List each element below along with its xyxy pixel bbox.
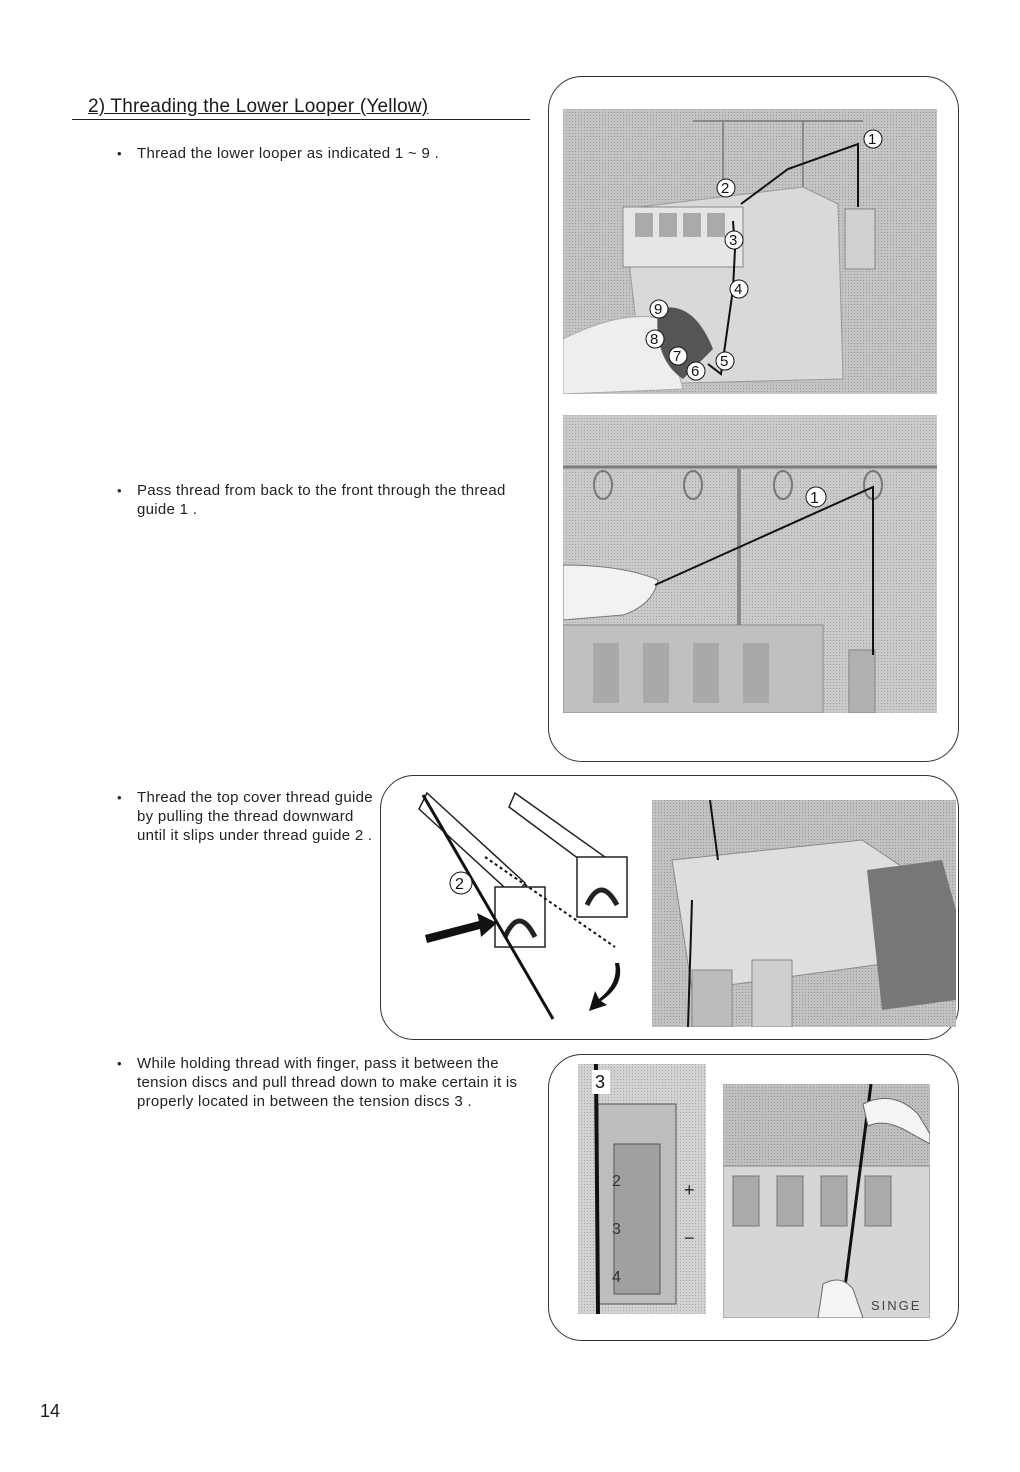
label-3: 3 bbox=[729, 232, 738, 249]
tension-label: 3 bbox=[595, 1072, 606, 1092]
guide-2-label: 2 bbox=[455, 876, 464, 893]
tension-discs-photo bbox=[723, 1084, 930, 1318]
tension-dial-photo bbox=[578, 1064, 706, 1314]
section-title bbox=[72, 96, 530, 120]
step-2-text: • Pass thread from back to the front through the thread guide 1 . bbox=[137, 481, 529, 519]
dial-number-2: 2 bbox=[612, 1173, 621, 1190]
machine-top-illustration bbox=[652, 800, 956, 1027]
dial-number-3: 3 bbox=[612, 1221, 621, 1238]
step-4-text: • While holding thread with finger, pass it between the tension discs and pull thread down to make certain it is properly located in between the tension discs 3 . bbox=[137, 1054, 529, 1111]
label-1: 1 bbox=[868, 131, 877, 148]
thread-guide-1-illustration bbox=[563, 415, 937, 713]
brand-text: SINGE bbox=[871, 1298, 922, 1313]
guide-1-label: 1 bbox=[810, 490, 819, 507]
label-8: 8 bbox=[650, 331, 659, 348]
tension-discs-illustration bbox=[723, 1084, 930, 1318]
step-1-text: • Thread the lower looper as indicated 1 ~ 9 . bbox=[137, 144, 527, 163]
label-7: 7 bbox=[673, 348, 682, 365]
dial-minus: − bbox=[684, 1228, 695, 1248]
overview-photo bbox=[563, 109, 937, 394]
label-6: 6 bbox=[691, 363, 700, 380]
thread-guide-2-diagram bbox=[405, 787, 637, 1025]
page-number: 14 bbox=[40, 1401, 61, 1421]
step-3-text: • Thread the top cover thread guide by pulling the thread downward until it slips under thread guide 2 . bbox=[137, 788, 373, 845]
label-9: 9 bbox=[654, 301, 663, 318]
dial-plus: + bbox=[684, 1180, 695, 1200]
section-title-text: 2) Threading the Lower Looper (Yellow) bbox=[88, 96, 429, 117]
thread-guide-1-photo bbox=[563, 415, 937, 713]
label-2: 2 bbox=[721, 180, 730, 197]
cover-guide-photo bbox=[652, 800, 956, 1027]
label-4: 4 bbox=[734, 281, 743, 298]
tension-dial-illustration bbox=[578, 1064, 706, 1314]
label-5: 5 bbox=[720, 353, 729, 370]
overlock-machine-illustration bbox=[563, 109, 937, 394]
cover-guide-diagram bbox=[405, 787, 637, 1025]
dial-number-4: 4 bbox=[612, 1269, 621, 1286]
